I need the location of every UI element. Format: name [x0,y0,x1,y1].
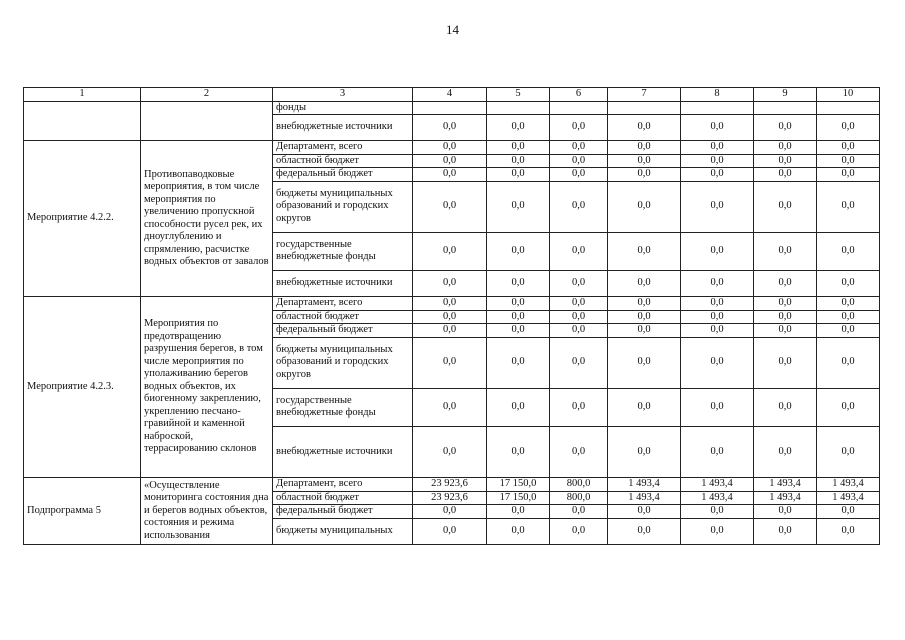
value-cell: 0,0 [413,154,487,168]
value-cell: 0,0 [487,297,550,311]
value-cell: 0,0 [817,154,880,168]
funding-source-cell: федеральный бюджет [273,505,413,519]
value-cell: 1 493,4 [817,491,880,505]
value-cell: 0,0 [550,271,608,297]
value-cell: 0,0 [487,232,550,271]
value-cell: 0,0 [681,324,754,338]
value-cell: 23 923,6 [413,478,487,492]
budget-table [23,87,880,545]
value-cell: 0,0 [413,271,487,297]
value-cell: 0,0 [487,141,550,155]
table-body [24,88,880,545]
value-cell: 0,0 [608,337,681,388]
value-cell: 1 493,4 [608,491,681,505]
value-cell: 0,0 [754,181,817,232]
value-cell: 0,0 [487,271,550,297]
value-cell: 0,0 [817,324,880,338]
value-cell: 0,0 [608,181,681,232]
value-cell: 0,0 [550,310,608,324]
value-cell: 0,0 [817,310,880,324]
value-cell: 0,0 [681,337,754,388]
value-cell: 0,0 [487,115,550,141]
value-cell: 0,0 [487,181,550,232]
header-cell: 10 [817,88,880,102]
value-cell: 0,0 [487,310,550,324]
value-cell: 0,0 [413,141,487,155]
value-cell: 0,0 [550,427,608,478]
value-cell: 0,0 [608,115,681,141]
value-cell: 0,0 [550,505,608,519]
value-cell: 0,0 [681,505,754,519]
funding-source-cell: Департамент, всего [273,478,413,492]
value-cell: 0,0 [754,505,817,519]
value-cell: 0,0 [608,232,681,271]
value-cell [413,101,487,115]
value-cell: 0,0 [413,324,487,338]
value-cell: 0,0 [817,181,880,232]
value-cell [550,101,608,115]
value-cell: 0,0 [487,337,550,388]
page-number: 14 [446,22,459,37]
value-cell [608,101,681,115]
value-cell: 0,0 [817,271,880,297]
value-cell: 0,0 [413,181,487,232]
value-cell: 0,0 [817,115,880,141]
measure-title-cell: Мероприятие 4.2.3. [24,297,141,478]
value-cell: 0,0 [413,232,487,271]
value-cell: 0,0 [817,141,880,155]
value-cell: 0,0 [487,388,550,427]
value-cell: 0,0 [754,297,817,311]
header-cell: 6 [550,88,608,102]
funding-source-cell: Департамент, всего [273,297,413,311]
value-cell: 800,0 [550,478,608,492]
value-cell: 1 493,4 [754,491,817,505]
value-cell: 0,0 [681,427,754,478]
value-cell: 0,0 [608,154,681,168]
value-cell: 0,0 [608,168,681,182]
value-cell: 0,0 [754,115,817,141]
value-cell: 1 493,4 [754,478,817,492]
value-cell: 0,0 [681,232,754,271]
value-cell: 0,0 [608,505,681,519]
funding-source-cell: внебюджетные источники [273,427,413,478]
value-cell: 0,0 [754,427,817,478]
measure-title-cell [24,101,141,141]
value-cell: 17 150,0 [487,491,550,505]
value-cell: 0,0 [487,505,550,519]
value-cell: 0,0 [681,141,754,155]
table-row [24,478,880,492]
value-cell [681,101,754,115]
value-cell: 0,0 [754,518,817,544]
value-cell: 0,0 [608,271,681,297]
value-cell: 0,0 [413,168,487,182]
value-cell: 0,0 [487,518,550,544]
value-cell: 0,0 [754,310,817,324]
value-cell: 0,0 [413,115,487,141]
value-cell [487,101,550,115]
value-cell: 1 493,4 [608,478,681,492]
value-cell: 0,0 [754,168,817,182]
measure-title-cell: Мероприятие 4.2.2. [24,141,141,297]
value-cell: 0,0 [817,168,880,182]
value-cell: 0,0 [550,168,608,182]
value-cell: 0,0 [413,427,487,478]
value-cell: 0,0 [681,518,754,544]
value-cell: 0,0 [608,310,681,324]
value-cell: 0,0 [681,168,754,182]
funding-source-cell: федеральный бюджет [273,168,413,182]
value-cell: 0,0 [754,141,817,155]
value-cell: 0,0 [817,337,880,388]
value-cell: 1 493,4 [681,491,754,505]
measure-description-cell: «Осуществление мониторинга состояния дна и берегов водных объектов, состояния и режима использования [141,478,273,545]
table-row [24,141,880,155]
value-cell: 0,0 [754,232,817,271]
measure-description-cell [141,101,273,141]
value-cell: 0,0 [550,297,608,311]
value-cell: 0,0 [817,388,880,427]
value-cell: 0,0 [487,168,550,182]
value-cell: 0,0 [413,388,487,427]
value-cell: 0,0 [413,337,487,388]
funding-source-cell: внебюджетные источники [273,115,413,141]
value-cell: 0,0 [413,518,487,544]
value-cell: 0,0 [550,115,608,141]
header-row [24,88,880,102]
value-cell: 0,0 [413,505,487,519]
value-cell: 0,0 [487,324,550,338]
value-cell: 0,0 [754,324,817,338]
value-cell: 17 150,0 [487,478,550,492]
header-cell: 8 [681,88,754,102]
value-cell: 0,0 [754,337,817,388]
value-cell: 0,0 [681,154,754,168]
funding-source-cell: бюджеты муниципальных [273,518,413,544]
funding-source-cell: Департамент, всего [273,141,413,155]
value-cell: 0,0 [681,115,754,141]
header-cell: 2 [141,88,273,102]
funding-source-cell: внебюджетные источники [273,271,413,297]
value-cell: 0,0 [608,388,681,427]
header-cell: 5 [487,88,550,102]
value-cell: 0,0 [608,141,681,155]
value-cell: 0,0 [413,310,487,324]
value-cell: 1 493,4 [681,478,754,492]
funding-source-cell: фонды [273,101,413,115]
value-cell: 0,0 [681,310,754,324]
measure-title-cell: Подпрограмма 5 [24,478,141,545]
table-row [24,297,880,311]
header-cell: 7 [608,88,681,102]
value-cell: 0,0 [550,232,608,271]
funding-source-cell: бюджеты муниципальных образований и городских округов [273,337,413,388]
value-cell: 0,0 [681,388,754,427]
value-cell: 0,0 [550,141,608,155]
value-cell: 0,0 [817,518,880,544]
value-cell: 0,0 [550,388,608,427]
funding-source-cell: федеральный бюджет [273,324,413,338]
value-cell: 0,0 [754,388,817,427]
value-cell: 0,0 [681,297,754,311]
measure-description-cell: Мероприятия по предотвращению разрушения берегов, в том числе мероприятия по уполаживанию берегов водных объектов, их биогенному закреплению, укреплению песчано-гравийной и каменной наброской, террасированию склонов [141,297,273,478]
header-cell: 4 [413,88,487,102]
value-cell: 0,0 [608,324,681,338]
value-cell: 800,0 [550,491,608,505]
measure-description-cell: Противопаводковые мероприятия, в том числе мероприятия по увеличению пропускной способности русел рек, их дноуглублению и спрямлению, расчистке водных объектов от завалов [141,141,273,297]
header-cell: 1 [24,88,141,102]
funding-source-cell: областной бюджет [273,310,413,324]
value-cell [754,101,817,115]
value-cell: 0,0 [681,271,754,297]
value-cell: 0,0 [608,297,681,311]
value-cell: 0,0 [550,518,608,544]
header-cell: 3 [273,88,413,102]
value-cell [817,101,880,115]
value-cell: 1 493,4 [817,478,880,492]
value-cell: 0,0 [817,232,880,271]
table-row [24,101,880,115]
value-cell: 0,0 [550,154,608,168]
value-cell: 0,0 [550,181,608,232]
value-cell: 0,0 [754,154,817,168]
value-cell: 23 923,6 [413,491,487,505]
value-cell: 0,0 [817,427,880,478]
funding-source-cell: государственные внебюджетные фонды [273,232,413,271]
funding-source-cell: бюджеты муниципальных образований и городских округов [273,181,413,232]
funding-source-cell: областной бюджет [273,491,413,505]
value-cell: 0,0 [487,154,550,168]
value-cell: 0,0 [754,271,817,297]
value-cell: 0,0 [550,337,608,388]
value-cell: 0,0 [608,427,681,478]
value-cell: 0,0 [681,181,754,232]
value-cell: 0,0 [608,518,681,544]
value-cell: 0,0 [487,427,550,478]
funding-source-cell: государственные внебюджетные фонды [273,388,413,427]
header-cell: 9 [754,88,817,102]
value-cell: 0,0 [550,324,608,338]
value-cell: 0,0 [817,297,880,311]
value-cell: 0,0 [817,505,880,519]
funding-source-cell: областной бюджет [273,154,413,168]
value-cell: 0,0 [413,297,487,311]
